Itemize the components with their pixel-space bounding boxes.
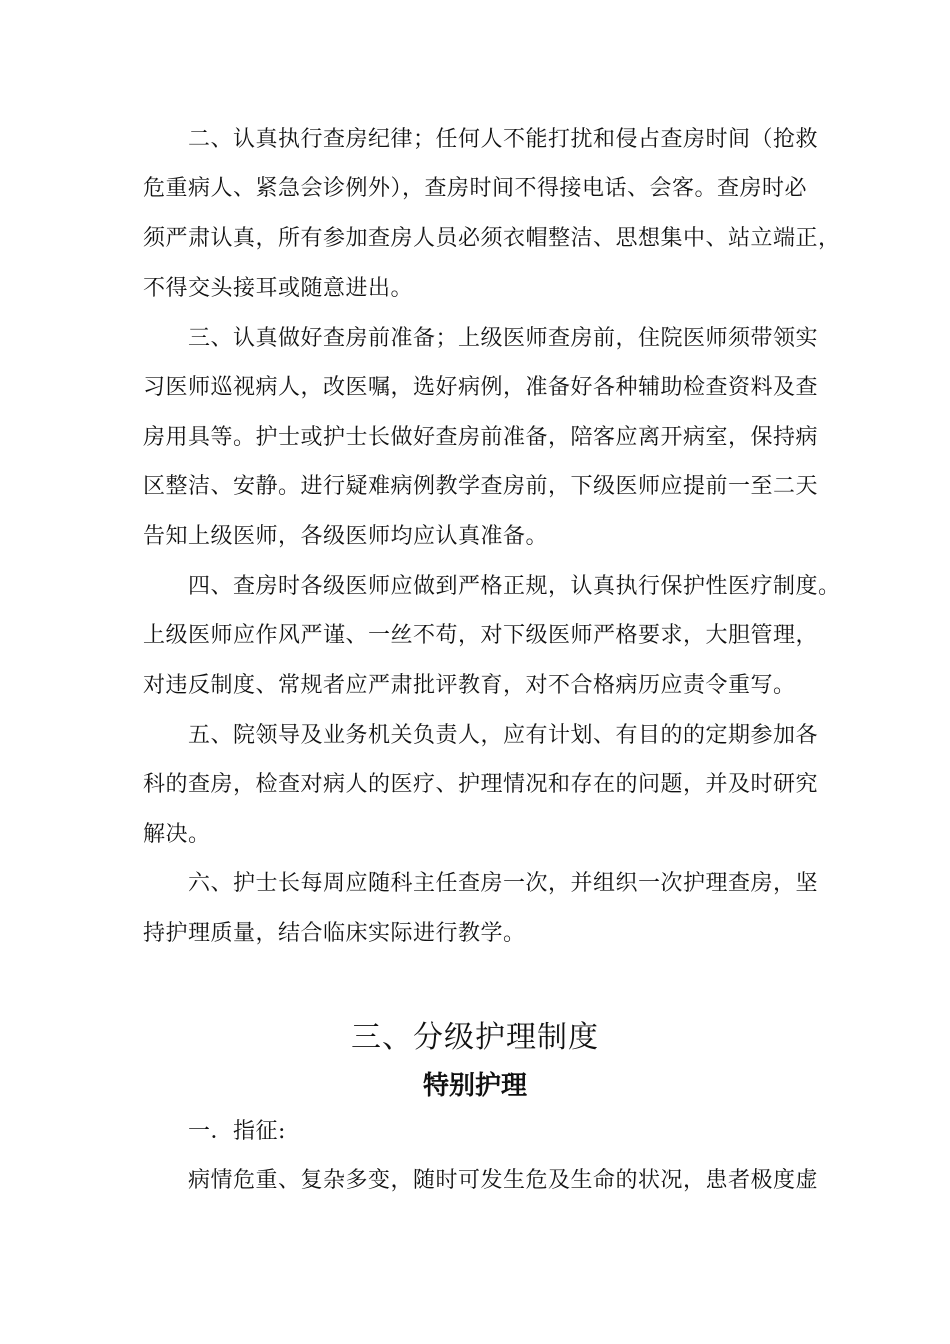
paragraph-4-line-3: 对违反制度、常规者应严肃批评教育，对不合格病历应责令重写。: [143, 673, 796, 698]
section-subheading: 特别护理: [422, 1071, 527, 1101]
paragraph-4-line-1: 四、查房时各级医师应做到严格正规，认真执行保护性医疗制度。: [188, 574, 841, 599]
paragraph-3-line-4: 区整洁、安静。进行疑难病例教学查房前，下级医师应提前一至二天: [143, 474, 819, 499]
item-text: 病情危重、复杂多变，随时可发生危及生命的状况，患者极度虚: [188, 1168, 819, 1193]
paragraph-2-line-4: 不得交头接耳或随意进出。: [143, 276, 414, 301]
section-heading: 三、分级护理制度: [351, 1020, 599, 1055]
paragraph-2-line-2: 危重病人、紧急会诊例外），查房时间不得接电话、会客。查房时必: [143, 176, 808, 201]
paragraph-6-line-2: 持护理质量，结合临床实际进行教学。: [143, 921, 526, 946]
item-label: 一．指征:: [188, 1119, 286, 1144]
paragraph-6-line-1: 六、护士长每周应随科主任查房一次，并组织一次护理查房，坚: [188, 871, 819, 896]
paragraph-2-line-3: 须严肃认真，所有参加查房人员必须衣帽整洁、思想集中、站立端正，: [143, 226, 841, 251]
paragraph-5-line-3: 解决。: [143, 822, 211, 847]
paragraph-5-line-1: 五、院领导及业务机关负责人，应有计划、有目的的定期参加各: [188, 723, 819, 748]
paragraph-5-line-2: 科的查房，检查对病人的医疗、护理情况和存在的问题，并及时研究: [143, 772, 819, 797]
paragraph-2-line-1: 二、认真执行查房纪律；任何人不能打扰和侵占查房时间（抢救: [188, 127, 819, 152]
paragraph-3-line-2: 习医师巡视病人，改医嘱，选好病例，准备好各种辅助检查资料及查: [143, 375, 819, 400]
paragraph-4-line-2: 上级医师应作风严谨、一丝不苟，对下级医师严格要求，大胆管理，: [143, 623, 819, 648]
paragraph-3-line-1: 三、认真做好查房前准备；上级医师查房前，住院医师须带领实: [188, 326, 819, 351]
paragraph-3-line-3: 房用具等。护士或护士长做好查房前准备，陪客应离开病室，保持病: [143, 425, 819, 450]
paragraph-3-line-5: 告知上级医师，各级医师均应认真准备。: [143, 524, 549, 549]
